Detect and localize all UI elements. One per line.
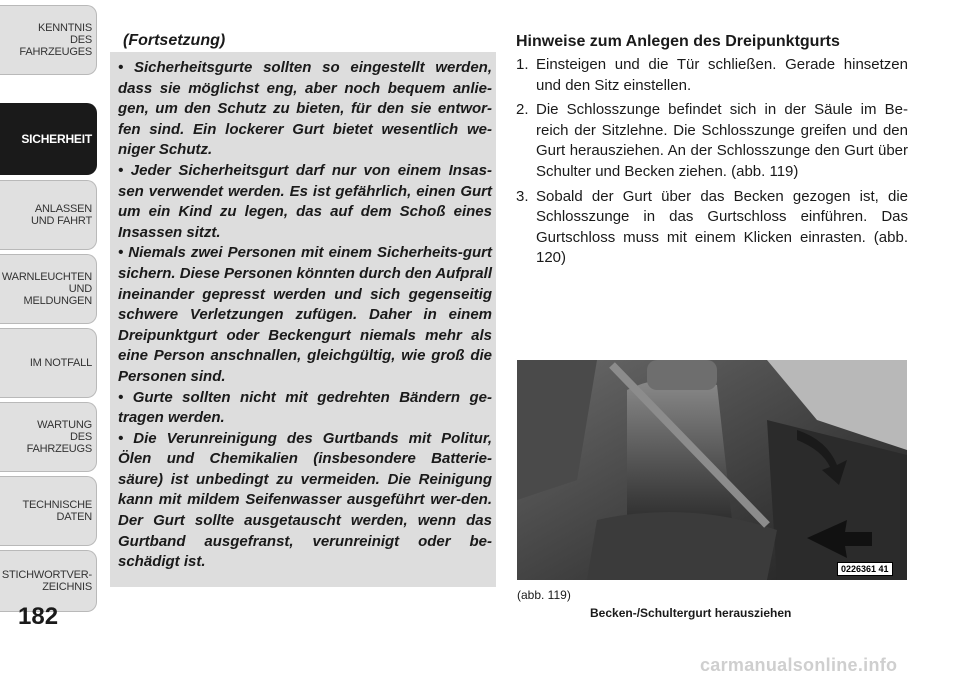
figure-code: 0226361 41 (837, 562, 893, 576)
step-number: 1. (516, 56, 529, 73)
tab-label: FAHRZEUGES (19, 46, 92, 58)
step-item (516, 55, 908, 96)
figure-caption: Becken-/Schultergurt herausziehen (590, 606, 792, 620)
seatbelt-photo (517, 360, 907, 580)
tab-label: ZEICHNIS (42, 581, 92, 593)
tab-label: UND FAHRT (31, 215, 92, 227)
tab-technische-daten[interactable] (0, 476, 97, 546)
tab-label: STICHWORTVER- (1, 569, 92, 581)
tab-label: WARNLEUCHTEN (1, 271, 92, 283)
tab-warnleuchten[interactable] (0, 254, 97, 324)
warning-bullet: • Sicherheitsgurte sollten so eingestellt werden, dass sie möglichst eng, aber noch bequem anlie-gen, um den Schutz zu bieten, für den sie entwor-fen sind. Ein lockerer Gurt bietet wesentlich we-niger Schutz. (118, 59, 492, 159)
step-number: 3. (516, 187, 529, 205)
seatbelt-photo-illustration (517, 360, 907, 580)
section-heading: Hinweise zum Anlegen des Dreipunktgurts (516, 33, 840, 50)
tab-label: ANLASSEN (34, 203, 92, 215)
tab-label: FAHRZEUGS (26, 443, 92, 455)
tab-label: TECHNISCHE (22, 499, 92, 511)
step-text: Einsteigen und die Tür schließen. Gerade hinsetzen und den Sitz einstellen. (536, 56, 908, 94)
tab-wartung[interactable] (0, 402, 97, 472)
instruction-steps (516, 55, 908, 273)
figure-reference: (abb. 119) (517, 588, 571, 602)
warning-bullet: • Niemals zwei Personen mit einem Sicherheits-gurt sichern. Diese Personen könnten durch den Aufprall ineinander gepresst werden und sich gegenseitig schwere Verletzungen zufügen. Daher in einem Dreipunktgurt oder Beckengurt niemals mehr als eine Person anschnallen, gleichgültig, wie groß die Personen sind. (118, 244, 492, 385)
tab-sicherheit[interactable] (0, 103, 97, 175)
tab-kenntnis[interactable] (0, 5, 97, 75)
tab-label: KENNTNIS (37, 22, 92, 34)
tab-label: WARTUNG (37, 419, 92, 431)
step-number: 2. (516, 101, 529, 119)
warning-bullet: • Gurte sollten nicht mit gedrehten Bändern ge-tragen werden. (118, 388, 492, 427)
step-item (516, 100, 908, 182)
page-number: 182 (18, 603, 59, 630)
step-item (516, 187, 908, 269)
continuation-label: (Fortsetzung) (123, 32, 226, 49)
step-text: Sobald der Gurt über das Becken gezogen ist, die Schlosszunge in das Gurtschloss einführen. Das Gurtschloss muss mit einem Klicken einrasten. (abb. 120) (536, 187, 908, 267)
watermark: carmanualsonline.info (700, 655, 898, 675)
warning-bullet: • Die Verunreinigung des Gurtbands mit Politur, Ölen und Chemikalien (insbesondere Batterie-säure) ist unbedingt zu vermeiden. Die Reinigung kann mit mildem Seifenwasser ausgeführt wer-den. Der Gurt sollte ausgetauscht werden, wenn das Gurtband ausgefranst, verunreinigt oder be-schädigt ist. (118, 429, 492, 571)
tab-label: MELDUNGEN (23, 295, 92, 307)
tab-im-notfall[interactable] (0, 328, 97, 398)
warning-bullet: • Jeder Sicherheitsgurt darf nur von einem Insas-sen verwendet werden. Es ist gefährlich, einen Gurt um ein Kind zu legen, das auf dem Schoß eines Insassen sitzt. (118, 161, 492, 241)
tab-label: UND (68, 283, 92, 295)
warning-bullets (118, 58, 492, 573)
tab-label: DES (69, 431, 92, 443)
tab-label: DES (69, 34, 92, 46)
tab-anlassen[interactable] (0, 180, 97, 250)
tab-label: IM NOTFALL (29, 357, 92, 369)
tab-label: DATEN (56, 511, 92, 523)
tab-label: SICHERHEIT (21, 132, 92, 146)
step-text: Die Schlosszunge befindet sich in der Säule im Be-reich der Sitzlehne. Die Schlosszunge greifen und den Gurt herausziehen. An der Schlosszunge den Gurt über Schulter und Becken ziehen. (abb. 119) (536, 101, 908, 180)
